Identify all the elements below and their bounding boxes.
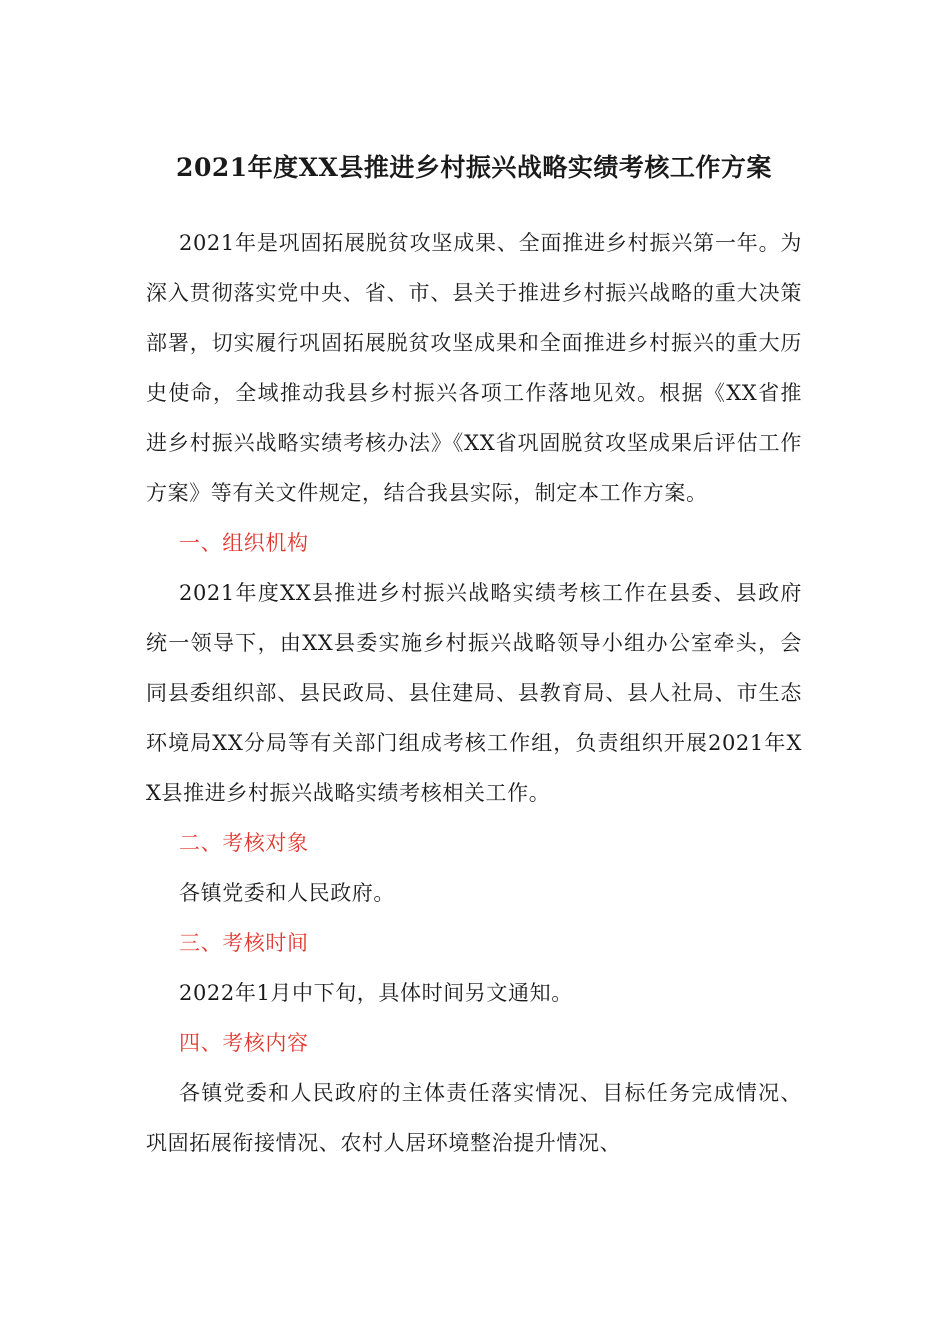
section-text-targets: 各镇党委和人民政府。 <box>179 881 395 905</box>
section-heading-targets: 二、考核对象 <box>179 831 309 855</box>
section-heading-content: 四、考核内容 <box>179 1031 309 1055</box>
section-heading-organization: 一、组织机构 <box>179 531 309 555</box>
section-text-time: 2022年1月中下旬，具体时间另文通知。 <box>179 981 573 1005</box>
section-text-organization: 2021年度XX县推进乡村振兴战略实绩考核工作在县委、县政府统一领导下，由XX县委实施乡村振兴战略领导小组办公室牵头，会同县委组织部、县民政局、县住建局、县教育局、县人社局、市生态环境局XX分局等有关部门组成考核工作组，负责组织开展2021年XX县推进乡村振兴战略实绩考核相关工作。 <box>146 581 802 805</box>
document-body <box>146 218 802 1168</box>
section-text-content: 各镇党委和人民政府的主体责任落实情况、目标任务完成情况、巩固拓展衔接情况、农村人居环境整治提升情况、 <box>146 1081 802 1155</box>
document-title: 2021年度XX县推进乡村振兴战略实绩考核工作方案 <box>176 153 772 182</box>
intro-paragraph: 2021年是巩固拓展脱贫攻坚成果、全面推进乡村振兴第一年。为深入贯彻落实党中央、省、市、县关于推进乡村振兴战略的重大决策部署，切实履行巩固拓展脱贫攻坚成果和全面推进乡村振兴的重大历史使命，全域推动我县乡村振兴各项工作落地见效。根据《XX省推进乡村振兴战略实绩考核办法》《XX省巩固脱贫攻坚成果后评估工作方案》等有关文件规定，结合我县实际，制定本工作方案。 <box>146 231 802 505</box>
section-heading-time: 三、考核时间 <box>179 931 309 955</box>
